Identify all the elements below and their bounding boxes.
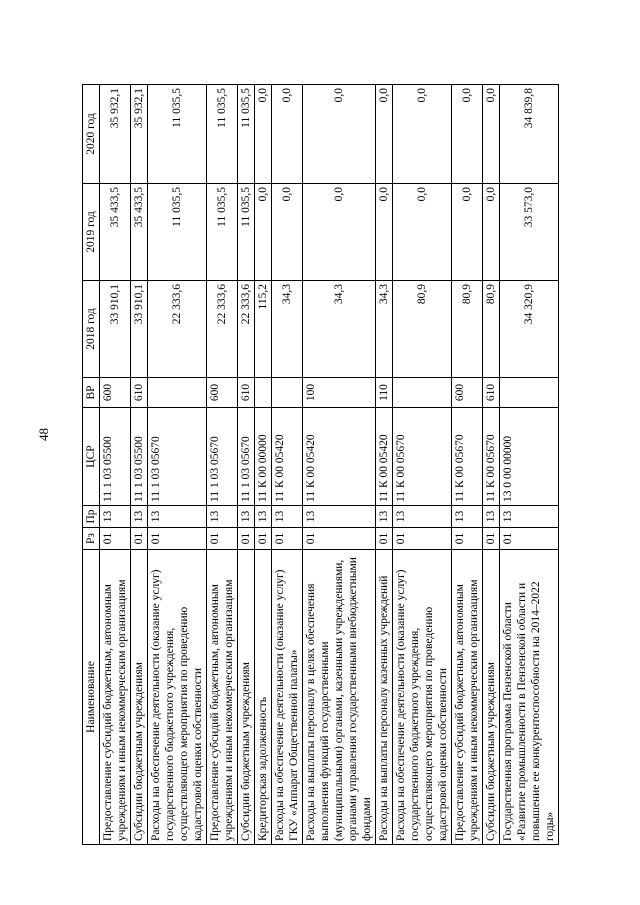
row-2019: 33 573,0 <box>500 184 559 281</box>
page-number: 48 <box>36 428 51 441</box>
row-csr: 11 К 00 05420 <box>303 408 376 506</box>
row-rz: 01 <box>500 528 559 550</box>
row-2018: 33 910,1 <box>100 281 131 378</box>
row-2020: 11 035,5 <box>238 85 255 184</box>
row-2019: 0,0 <box>303 184 376 281</box>
row-2018: 80,9 <box>452 281 483 378</box>
row-pr: 13 <box>131 506 148 528</box>
header-2019: 2019 год <box>83 184 100 281</box>
row-csr: 11 К 00 05420 <box>272 408 303 506</box>
row-2019: 0,0 <box>393 184 452 281</box>
row-csr: 11 К 00 05670 <box>452 408 483 506</box>
row-2018: 33 910,1 <box>131 281 148 378</box>
row-2020: 0,0 <box>272 85 303 184</box>
row-vr: 600 <box>100 378 131 408</box>
row-2019: 11 035,5 <box>238 184 255 281</box>
row-2020: 0,0 <box>376 85 393 184</box>
row-2020: 34 839,8 <box>500 85 559 184</box>
row-2018: 34,3 <box>272 281 303 378</box>
row-2020: 0,0 <box>393 85 452 184</box>
row-2018: 22 333,6 <box>207 281 238 378</box>
table-row <box>131 85 148 845</box>
header-pr: Пр <box>83 506 100 528</box>
row-name: Субсидии бюджетным учреждениям <box>483 550 500 845</box>
row-2018: 80,9 <box>483 281 500 378</box>
header-rz: Рз <box>83 528 100 550</box>
row-pr: 13 <box>207 506 238 528</box>
row-csr: 13 0 00 00000 <box>500 408 559 506</box>
table-row <box>376 85 393 845</box>
header-csr: ЦСР <box>83 408 100 506</box>
row-vr <box>255 378 272 408</box>
header-name: Наименование <box>83 550 100 845</box>
row-rz: 01 <box>376 528 393 550</box>
row-2019: 0,0 <box>272 184 303 281</box>
row-pr: 13 <box>238 506 255 528</box>
row-csr: 11 К 00 05420 <box>376 408 393 506</box>
row-rz: 01 <box>255 528 272 550</box>
row-2020: 0,0 <box>303 85 376 184</box>
table-row <box>238 85 255 845</box>
table-row <box>393 85 452 845</box>
row-2019: 0,0 <box>483 184 500 281</box>
row-csr: 11 К 00 00000 <box>255 408 272 506</box>
row-rz: 01 <box>131 528 148 550</box>
row-name: Субсидии бюджетным учреждениям <box>238 550 255 845</box>
row-pr: 13 <box>100 506 131 528</box>
row-rz: 01 <box>272 528 303 550</box>
row-2019: 35 433,5 <box>131 184 148 281</box>
row-name: Расходы на обеспечение деятельности (оказание услуг) государственного бюджетного учреждения, осуществляющего мероприятия по проведению кадастровой оценки собственности <box>393 550 452 845</box>
row-name: Расходы на обеспечение деятельности (оказание услуг) государственного бюджетного учреждения, осуществляющего мероприятия по проведению кадастровой оценки собственности <box>148 550 207 845</box>
row-pr: 13 <box>255 506 272 528</box>
row-rz: 01 <box>303 528 376 550</box>
table-row <box>483 85 500 845</box>
row-pr: 13 <box>303 506 376 528</box>
row-name: Расходы на выплаты персоналу казенных учреждений <box>376 550 393 845</box>
row-2019: 35 433,5 <box>100 184 131 281</box>
row-vr: 600 <box>207 378 238 408</box>
row-csr: 11 К 00 05670 <box>483 408 500 506</box>
row-vr <box>500 378 559 408</box>
row-vr <box>393 378 452 408</box>
row-pr: 13 <box>483 506 500 528</box>
row-2020: 35 932,1 <box>131 85 148 184</box>
row-name: Субсидии бюджетным учреждениям <box>131 550 148 845</box>
row-2018: 80,9 <box>393 281 452 378</box>
row-name: Расходы на обеспечение деятельности (оказание услуг) ГКУ «Аппарат Общественной палаты» <box>272 550 303 845</box>
row-2018: 34,3 <box>303 281 376 378</box>
row-rz: 01 <box>452 528 483 550</box>
row-rz: 01 <box>238 528 255 550</box>
table-row <box>100 85 131 845</box>
row-name: Расходы на выплаты персоналу в целях обеспечения выполнения функций государственными (муниципальными) органами, казенными учреждениями, органами управления государственными внебюджетными фондами <box>303 550 376 845</box>
row-pr: 13 <box>500 506 559 528</box>
row-csr: 11 К 00 05670 <box>393 408 452 506</box>
row-csr: 11 1 03 05670 <box>238 408 255 506</box>
row-vr: 610 <box>131 378 148 408</box>
table-row <box>255 85 272 845</box>
table-row <box>303 85 376 845</box>
table-row <box>272 85 303 845</box>
header-vr: ВР <box>83 378 100 408</box>
row-2020: 0,0 <box>452 85 483 184</box>
row-name: Государственная программа Пензенской области «Развитие промышленности в Пензенской области и повышение ее конкурентоспособности на 2014–2022 годы» <box>500 550 559 845</box>
row-rz: 01 <box>393 528 452 550</box>
row-2020: 0,0 <box>483 85 500 184</box>
rotated-page-content <box>82 85 592 845</box>
row-vr: 610 <box>238 378 255 408</box>
row-vr: 110 <box>376 378 393 408</box>
row-pr: 13 <box>393 506 452 528</box>
row-2020: 0,0 <box>255 85 272 184</box>
row-2019: 0,0 <box>376 184 393 281</box>
table-row <box>452 85 483 845</box>
header-2018: 2018 год <box>83 281 100 378</box>
row-name: Предоставление субсидий бюджетным, автономным учреждениям и иным некоммерческим организациям <box>207 550 238 845</box>
row-vr: 600 <box>452 378 483 408</box>
row-vr: 100 <box>303 378 376 408</box>
header-2020: 2020 год <box>83 85 100 184</box>
row-csr: 11 1 03 05670 <box>207 408 238 506</box>
row-rz: 01 <box>207 528 238 550</box>
row-2018: 22 333,6 <box>148 281 207 378</box>
row-pr: 13 <box>148 506 207 528</box>
row-pr: 13 <box>376 506 393 528</box>
row-2018: 22 333,6 <box>238 281 255 378</box>
row-pr: 13 <box>272 506 303 528</box>
table-row <box>500 85 559 845</box>
row-pr: 13 <box>452 506 483 528</box>
row-name: Кредиторская задолженность <box>255 550 272 845</box>
row-vr <box>272 378 303 408</box>
row-2018: 34,3 <box>376 281 393 378</box>
table-row <box>207 85 238 845</box>
row-2018: 115,2 <box>255 281 272 378</box>
row-rz: 01 <box>148 528 207 550</box>
row-2020: 35 932,1 <box>100 85 131 184</box>
row-rz: 01 <box>483 528 500 550</box>
row-csr: 11 1 03 05500 <box>131 408 148 506</box>
table-row <box>148 85 207 845</box>
row-csr: 11 1 03 05500 <box>100 408 131 506</box>
row-vr: 610 <box>483 378 500 408</box>
table-header-row <box>83 85 100 845</box>
row-name: Предоставление субсидий бюджетным, автономным учреждениям и иным некоммерческим организациям <box>100 550 131 845</box>
row-name: Предоставление субсидий бюджетным, автономным учреждениям и иным некоммерческим организациям <box>452 550 483 845</box>
row-rz: 01 <box>100 528 131 550</box>
row-2020: 11 035,5 <box>207 85 238 184</box>
row-csr: 11 1 03 05670 <box>148 408 207 506</box>
row-2020: 11 035,5 <box>148 85 207 184</box>
row-2019: 0,0 <box>255 184 272 281</box>
budget-table <box>82 84 559 845</box>
row-2019: 0,0 <box>452 184 483 281</box>
row-2018: 34 320,9 <box>500 281 559 378</box>
row-2019: 11 035,5 <box>207 184 238 281</box>
table-body <box>100 85 559 845</box>
row-2019: 11 035,5 <box>148 184 207 281</box>
row-vr <box>148 378 207 408</box>
